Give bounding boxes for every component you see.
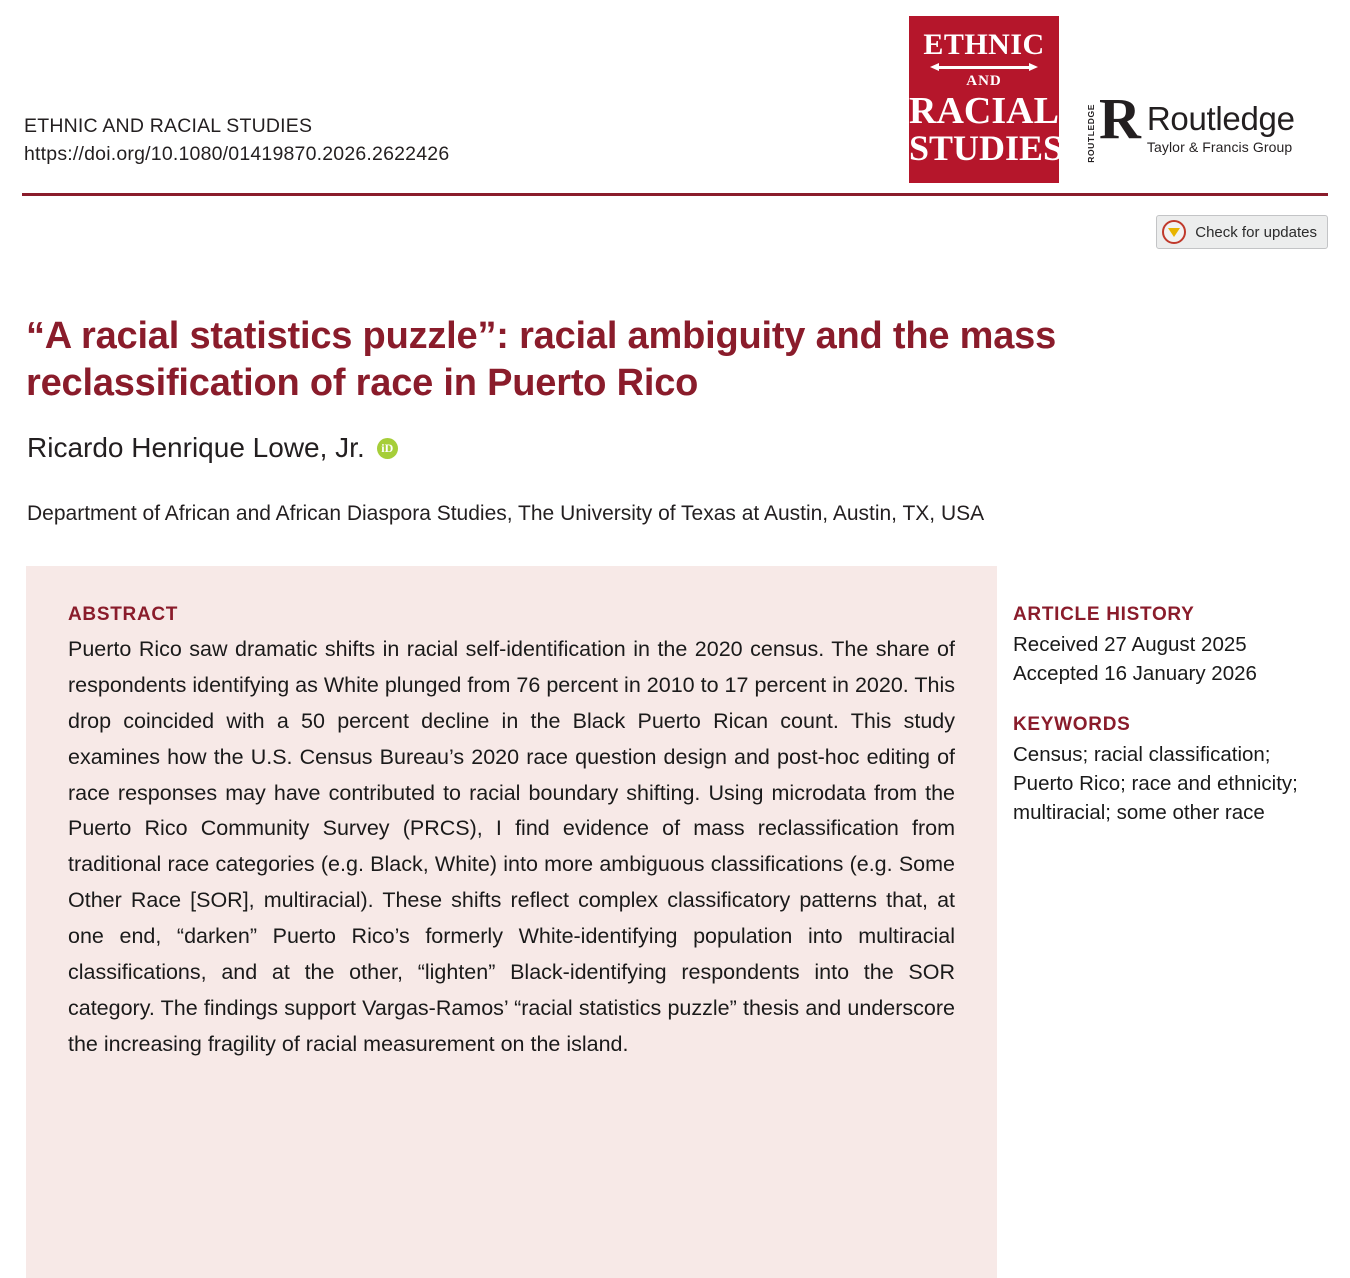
check-for-updates-label: Check for updates xyxy=(1195,223,1317,241)
publisher-group: Taylor & Francis Group xyxy=(1146,139,1293,155)
journal-name: ETHNIC AND RACIAL STUDIES xyxy=(24,115,313,137)
metadata-spacer xyxy=(1013,688,1331,714)
article-doi[interactable]: https://doi.org/10.1080/01419870.2026.2622426 xyxy=(24,143,450,166)
journal-logo-line-1: ETHNIC xyxy=(923,28,1045,61)
publisher-monogram-icon: R xyxy=(1099,86,1141,151)
keywords-list: Census; racial classification; Puerto Rico; race and ethnicity; multiracial; some other race xyxy=(1013,743,1298,825)
abstract-heading: ABSTRACT xyxy=(68,604,179,625)
publisher-vertical-label: ROUTLEDGE xyxy=(1086,104,1096,163)
crossmark-icon xyxy=(1162,220,1186,244)
check-for-updates-button[interactable] xyxy=(1156,215,1328,249)
journal-logo-divider xyxy=(938,66,1030,69)
keywords-heading: KEYWORDS xyxy=(1013,714,1131,736)
author-name: Ricardo Henrique Lowe, Jr. xyxy=(27,432,365,463)
publisher-logo xyxy=(1086,86,1295,163)
journal-logo-line-2: AND xyxy=(966,73,1002,89)
author-line xyxy=(27,432,398,464)
publisher-wordmark xyxy=(1147,98,1295,154)
author-affiliation: Department of African and African Diaspora Studies, The University of Texas at Austin, Austin, TX, USA xyxy=(27,502,985,525)
journal-identifier xyxy=(24,112,449,169)
journal-logo xyxy=(909,16,1064,183)
header-divider xyxy=(22,193,1328,196)
article-received-date: Received 27 August 2025 xyxy=(1013,633,1247,656)
journal-logo-line-4: STUDIES xyxy=(909,128,1064,168)
page-header xyxy=(0,0,1350,196)
publisher-name: Routledge xyxy=(1146,100,1295,137)
abstract-body: Puerto Rico saw dramatic shifts in racial self-identification in the 2020 census. The share of respondents identifying as White plunged from 76 percent in 2010 to 17 percent in 2020. This drop coincided with a 50 percent decline in the Black Puerto Rican count. This study examines how the U.S. Census Bureau’s 2020 race question design and post-hoc editing of race responses may have contributed to racial boundary shifting. Using microdata from the Puerto Rico Community Survey (PRCS), I find evidence of mass reclassification from traditional race categories (e.g. Black, White) into more ambiguous classifications (e.g. Some Other Race [SOR], multiracial). These shifts reflect complex classificatory patterns that, at one end, “darken” Puerto Rico’s formerly White-identifying population into multiracial classifications, and at the other, “lighten” Black-identifying respondents into the SOR category. The findings support Vargas-Ramos’ “racial statistics puzzle” thesis and underscore the increasing fragility of racial measurement on the island. xyxy=(68,637,955,1056)
orcid-icon[interactable]: iD xyxy=(377,438,398,459)
article-metadata-column xyxy=(1013,604,1331,828)
journal-logo-line-3: RACIAL xyxy=(909,90,1059,132)
page-title: “A racial statistics puzzle”: racial ambiguity and the mass reclassification of race in Puerto Rico xyxy=(26,315,1057,404)
abstract-panel xyxy=(26,566,997,1278)
article-history-heading: ARTICLE HISTORY xyxy=(1013,604,1195,625)
article-accepted-date: Accepted 16 January 2026 xyxy=(1013,662,1257,686)
